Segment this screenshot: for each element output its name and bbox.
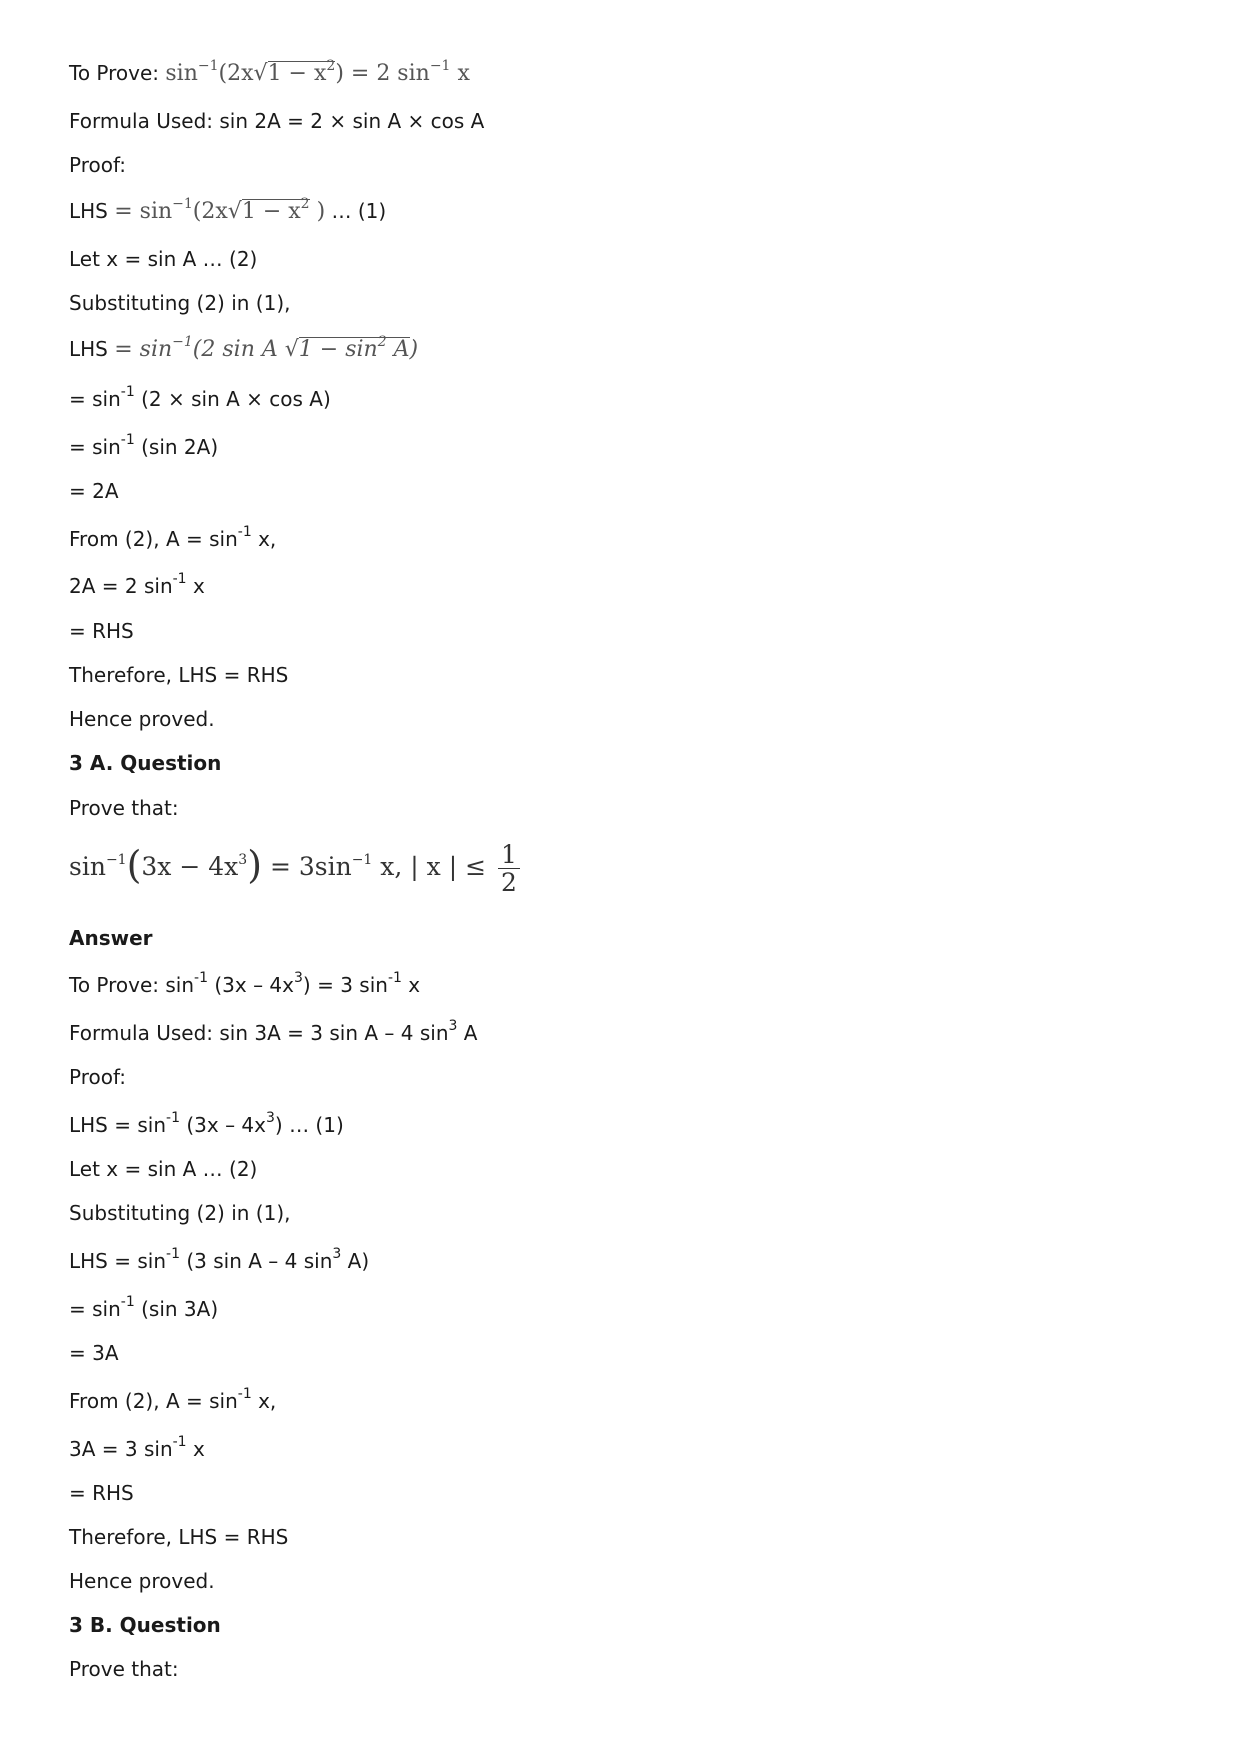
step-text: 2A = 2 sin — [69, 574, 173, 598]
inv-sup: -1 — [166, 1110, 180, 1127]
eq-inv-sup: −1 — [351, 851, 373, 868]
eq-sq-sup: 2 — [300, 195, 310, 212]
lhs-label: LHS — [69, 199, 115, 223]
step-text: (3x – 4x — [208, 973, 294, 997]
inv-sup: -1 — [172, 1434, 187, 1451]
left-paren: ( — [126, 843, 142, 887]
eq-radicand: 1 − sin — [298, 337, 378, 362]
lhs-substituted-line — [69, 333, 419, 363]
cube-sup: 3 — [332, 1246, 342, 1263]
step-line: Therefore, LHS = RHS — [69, 663, 289, 687]
step-line: Hence proved. — [69, 707, 215, 731]
cube-sup: 3 — [265, 1110, 275, 1127]
document-page — [69, 0, 1169, 1755]
inv-sup: -1 — [237, 1386, 252, 1403]
step-text: (2 × sin A × cos A) — [134, 387, 331, 411]
proof-label: Proof: — [69, 153, 127, 177]
step-text: Formula Used: sin 3A = 3 sin A – 4 sin — [69, 1021, 449, 1045]
proof-label-2: Proof: — [69, 1065, 127, 1089]
formula-used-line-2 — [69, 1020, 477, 1046]
answer-heading: Answer — [69, 926, 153, 950]
prove-that-label-2: Prove that: — [69, 1657, 179, 1681]
fraction-numerator: 1 — [498, 842, 520, 869]
lhs-tail: … (1) — [325, 199, 387, 223]
step-text: x — [186, 1437, 205, 1461]
eq-part: sin — [69, 852, 106, 881]
eq-inv-sup: −1 — [172, 195, 193, 212]
step-text: x, — [251, 1389, 277, 1413]
inv-sup: -1 — [172, 571, 187, 588]
question-equation — [69, 840, 520, 895]
sqrt-radicand — [298, 333, 410, 362]
eq-part: x, | x | ≤ — [372, 852, 494, 881]
step-text: LHS = sin — [69, 1249, 167, 1273]
step-text: A) — [341, 1249, 370, 1273]
step-line — [69, 1296, 218, 1322]
to-prove-equation: $\sin^{-1}(2x√1 - x^2) = 2$ $\sin^{-1} x$ — [165, 57, 470, 86]
eq-inv-sup: −1 — [172, 333, 193, 350]
eq-radicand: A — [386, 337, 410, 362]
step-text: ) … (1) — [274, 1113, 344, 1137]
eq-part: (2x — [218, 61, 254, 86]
eq-inv-sup: −1 — [197, 57, 219, 74]
eq-sq-sup: 2 — [377, 333, 387, 350]
inv-sup: -1 — [166, 1246, 180, 1263]
question-heading-3b: 3 B. Question — [69, 1613, 221, 1637]
step-line — [69, 386, 331, 412]
let-line: Let x = sin A … (2) — [69, 247, 258, 271]
lhs-substituted-equation: = $\sin^{-1}(2$ sin A $√1 - \sin^2 A$) — [114, 333, 419, 362]
step-line — [69, 1388, 276, 1414]
step-text: (sin 3A) — [134, 1297, 219, 1321]
step-line — [69, 526, 276, 552]
step-line: = RHS — [69, 1481, 134, 1505]
eq-part: ) — [309, 199, 326, 224]
lhs-line-2 — [69, 1112, 344, 1138]
cube-sup: 3 — [448, 1018, 458, 1035]
lhs-line — [69, 195, 387, 225]
cube-sup: 3 — [294, 970, 303, 987]
step-text: LHS = sin — [69, 1113, 167, 1137]
eq-sin: sin — [165, 61, 198, 86]
sqrt-radicand — [241, 195, 310, 224]
inv-sup: -1 — [120, 384, 135, 401]
to-prove-label: To Prove: — [69, 61, 166, 85]
sqrt-radicand — [267, 57, 336, 86]
eq-part: = 3sin — [262, 852, 352, 881]
to-prove-line — [69, 57, 470, 87]
step-text: ) = 3 sin — [302, 973, 388, 997]
right-paren: ) — [247, 843, 263, 887]
lhs-label: LHS — [69, 337, 115, 361]
step-text: = sin — [69, 387, 121, 411]
step-text: From (2), A = sin — [69, 527, 238, 551]
step-text: x, — [251, 527, 277, 551]
step-text: = sin — [69, 1297, 121, 1321]
inv-sup: -1 — [194, 970, 208, 987]
step-line: Therefore, LHS = RHS — [69, 1525, 289, 1549]
to-prove-line-2 — [69, 972, 420, 998]
eq-part: x — [450, 61, 470, 86]
formula-used-line: Formula Used: sin 2A = 2 × sin A × cos A — [69, 109, 485, 133]
step-line: = RHS — [69, 619, 134, 643]
step-text: To Prove: sin — [69, 973, 195, 997]
step-text: x — [401, 973, 421, 997]
step-text: 3A = 3 sin — [69, 1437, 173, 1461]
prove-that-label: Prove that: — [69, 796, 179, 820]
step-line — [69, 573, 205, 599]
eq-radicand: 1 − x — [241, 199, 301, 224]
eq-sq-sup: 2 — [326, 57, 336, 74]
eq-part: ) = 2 sin — [335, 61, 430, 86]
eq-part: (2x — [192, 199, 228, 224]
step-line — [69, 1436, 205, 1462]
step-line: Hence proved. — [69, 1569, 215, 1593]
eq-part: = sin — [114, 337, 173, 362]
question-heading-3a: 3 A. Question — [69, 751, 222, 775]
substituting-line: Substituting (2) in (1), — [69, 291, 291, 315]
eq-part: 3x − 4x — [141, 852, 239, 881]
inv-sup: -1 — [387, 970, 402, 987]
step-line: = 3A — [69, 1341, 119, 1365]
step-text: (sin 2A) — [134, 435, 219, 459]
eq-cube-sup: 3 — [238, 851, 248, 868]
eq-radicand: 1 − x — [267, 61, 327, 86]
step-line: = 2A — [69, 479, 119, 503]
eq-part: (2 sin A — [192, 337, 285, 362]
eq-part: ) — [409, 337, 419, 362]
eq-inv-sup: −1 — [105, 851, 127, 868]
step-text: A — [457, 1021, 478, 1045]
step-text: From (2), A = sin — [69, 1389, 238, 1413]
step-line — [69, 434, 218, 460]
fraction — [498, 842, 520, 895]
eq-part: = sin — [114, 199, 173, 224]
inv-sup: -1 — [120, 1294, 135, 1311]
eq-inv-sup: −1 — [429, 57, 451, 74]
fraction-denominator: 2 — [500, 868, 517, 897]
substituting-line-2: Substituting (2) in (1), — [69, 1201, 291, 1225]
lhs-equation: = $\sin^{-1}(2x√1 - x^2$ ) — [114, 195, 326, 224]
inv-sup: -1 — [237, 524, 252, 541]
lhs-substituted-line-2 — [69, 1248, 369, 1274]
let-line-2: Let x = sin A … (2) — [69, 1157, 258, 1181]
step-text: = sin — [69, 435, 121, 459]
inv-sup: -1 — [120, 432, 135, 449]
step-text: (3 sin A – 4 sin — [179, 1249, 333, 1273]
step-text: x — [186, 574, 205, 598]
step-text: (3x – 4x — [179, 1113, 266, 1137]
